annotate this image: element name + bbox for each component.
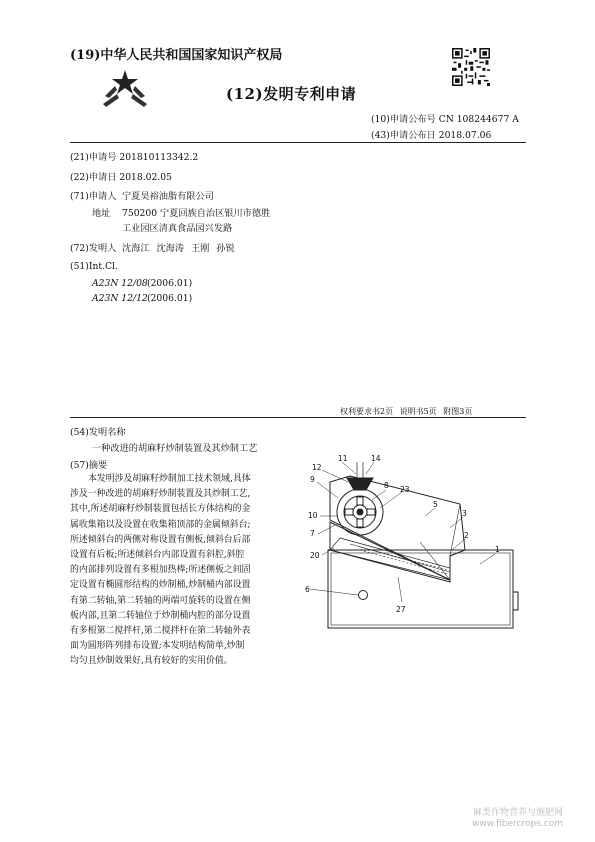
abstract-line: 本发明涉及胡麻籽炒制加工技术领域,具体 (88, 474, 251, 484)
figure-label: 27 (396, 605, 406, 614)
figure-label: 10 (308, 511, 318, 520)
abstract-line: 属收集箱以及设置在收集箱顶部的金属倾斜台; (70, 519, 251, 530)
address-line-1: 750200 宁夏回族自治区银川市德胜 (122, 208, 271, 219)
figure-label: 23 (400, 485, 410, 494)
title-label: (54)发明名称 (70, 427, 126, 438)
document-type: (12)发明专利申请 (226, 85, 357, 103)
applicant-name: 宁夏昊裕油脂有限公司 (122, 191, 214, 202)
abstract-label: (57)摘要 (70, 460, 108, 471)
figure-label: 12 (312, 463, 322, 472)
intcl-label: (51)Int.Cl. (70, 261, 118, 272)
pages-count: 权利要求书2页 说明书5页 附图3页 (340, 407, 473, 416)
publication-number: (10)申请公布号 CN 108244677 A (371, 114, 519, 125)
abstract-line: 均匀且炒制效果好,具有较好的实用价值。 (70, 656, 233, 667)
ipc-code-1: A23N 12/08 (92, 278, 148, 289)
qr-code-icon (452, 48, 490, 86)
address-label: 地址 (92, 208, 111, 219)
abstract-line: 定设置有椭圆形结构的炒制桶,炒制桶内部设置 (70, 580, 251, 591)
figure-label: 20 (310, 551, 320, 560)
watermark-line-1: 麻类作物营养与施肥网 (472, 808, 563, 818)
watermark-line-2: www.fibercrops.com (472, 819, 563, 829)
figure-label: 5 (433, 500, 438, 509)
watermark (472, 808, 563, 830)
header-divider (70, 142, 526, 143)
abstract-line: 板内部,且第二转轴位于炒制桶内腔的部分设置 (70, 610, 251, 621)
applicant-label: (71)申请人 (70, 191, 117, 202)
ipc-code-2: A23N 12/12 (92, 293, 148, 304)
figure-label: 14 (371, 454, 381, 463)
figure-label: 1 (495, 545, 500, 554)
abstract-line: 其中,所述胡麻籽炒制装置包括长方体结构的金 (70, 504, 251, 515)
ipc-version-1: (2006.01) (147, 278, 193, 289)
abstract-line: 面为圆形阵列排布设置;本发明结构简单,炒制 (70, 641, 245, 652)
biblio-divider (70, 417, 526, 418)
invention-title: 一种改进的胡麻籽炒制装置及其炒制工艺 (92, 443, 258, 454)
tilted-platform (330, 522, 450, 582)
office-name: (19)中华人民共和国国家知识产权局 (70, 48, 283, 63)
feed-hopper (347, 478, 373, 490)
box-handle (513, 592, 518, 610)
address-line-2: 工业园区清真食品园兴发路 (122, 223, 233, 234)
outlet-hole (359, 591, 368, 600)
collection-box (328, 550, 513, 628)
figure-label: 2 (464, 531, 469, 540)
abstract-line: 设置有后板;所述倾斜台内部设置有斜腔,斜腔 (70, 550, 245, 561)
abstract-line: 涉及一种改进的胡麻籽炒制装置及其炒制工艺, (70, 489, 251, 500)
inventor-names: 沈海江 沈海涛 王刚 孙锐 (122, 243, 235, 254)
abstract-line: 的内部排列设置有多根加热棒;所述侧板之间固 (70, 565, 251, 576)
abstract-text (70, 472, 292, 670)
inventor-label: (72)发明人 (70, 243, 117, 254)
sipo-emblem-icon (95, 64, 157, 114)
ipc-version-2: (2006.01) (147, 293, 193, 304)
figure-label: 3 (462, 509, 467, 518)
figure-label: 7 (310, 529, 315, 538)
figure-label: 8 (384, 481, 389, 490)
figure-label: 9 (310, 475, 315, 484)
abstract-line: 所述倾斜台的两侧对称设置有侧板,倾斜台后部 (70, 534, 251, 545)
publication-date: (43)申请公布日 2018.07.06 (371, 130, 492, 141)
application-number: (21)申请号 201810113342.2 (70, 152, 199, 163)
figure-label: 11 (338, 454, 348, 463)
abstract-line: 有第二转轴,第二转轴的两端可旋转的设置在侧 (70, 595, 251, 606)
patent-figure (300, 452, 530, 632)
abstract-line: 有多根第二搅拌杆,第二搅拌杆在第二转轴外表 (70, 626, 251, 637)
application-date: (22)申请日 2018.02.05 (70, 172, 172, 183)
figure-label: 6 (305, 585, 310, 594)
